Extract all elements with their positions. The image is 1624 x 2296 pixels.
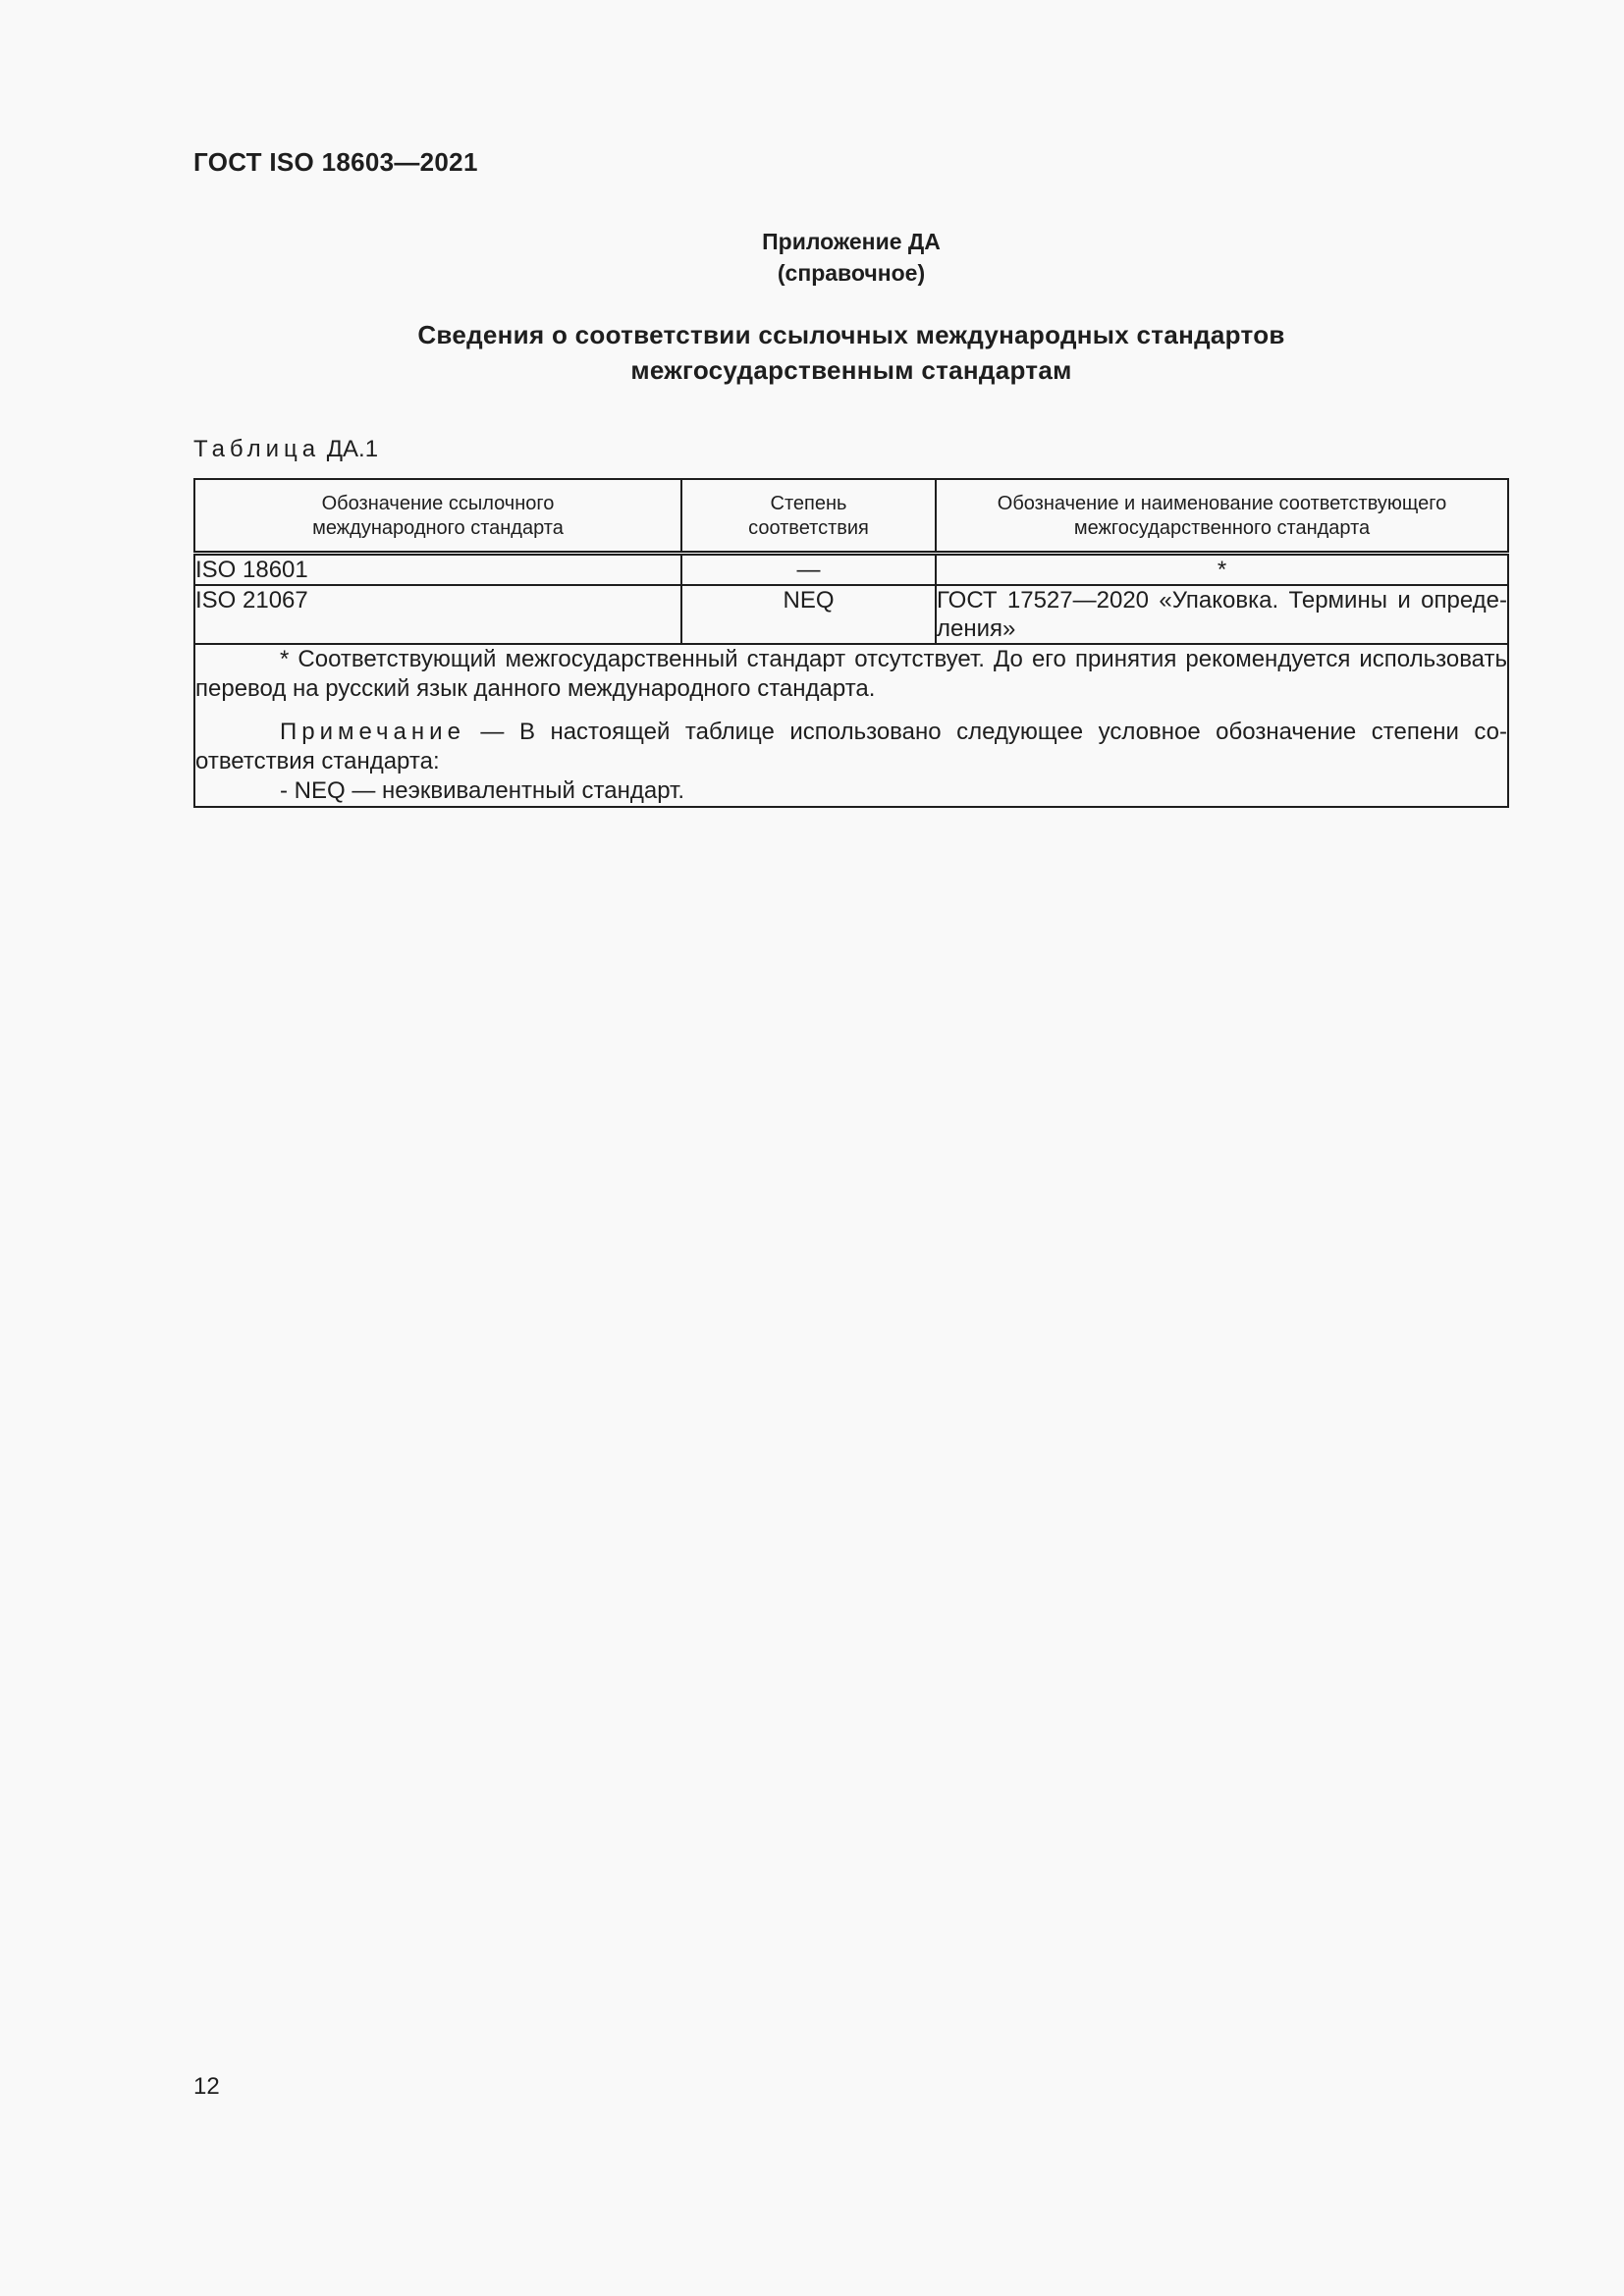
section-title-line1: Сведения о соответствии ссылочных международных стандартов (417, 320, 1285, 349)
cell-degree: — (681, 554, 936, 586)
cell-interstate: * (936, 554, 1508, 586)
correspondence-table (193, 478, 1509, 808)
table-notes-row (194, 644, 1508, 807)
header-col2-line1: Степень (770, 493, 847, 514)
note (195, 718, 1507, 776)
header-col3-line1: Обозначение и наименование соответствующего (997, 493, 1447, 514)
note-label: Примечание (280, 719, 465, 745)
annex-type: (справочное) (777, 260, 926, 286)
page-number: 12 (193, 2073, 220, 2100)
table-header-row (194, 479, 1508, 554)
header-col1-line2: международного стандарта (312, 517, 564, 539)
table-caption (193, 436, 378, 463)
note-text: — В настоящей таблице использовано следующее условное обозначение степени соответствия стандарта: (195, 719, 1507, 774)
table-row (194, 585, 1508, 644)
header-degree (681, 479, 936, 554)
note-item: - NEQ — неэквивалентный стандарт. (280, 777, 685, 804)
document-code: ГОСТ ISO 18603—2021 (193, 147, 478, 177)
header-col3-line2: межгосударственного стандарта (1073, 517, 1371, 539)
cell-interstate: ГОСТ 17527—2020 «Упаковка. Термины и определения» (937, 587, 1507, 642)
annex-heading (193, 226, 1509, 289)
header-col2-line2: соответствия (748, 517, 869, 539)
section-title (193, 317, 1509, 388)
cell-degree: NEQ (681, 585, 936, 644)
header-interstate-standard (936, 479, 1508, 554)
section-title-line2: межгосударственным стандартам (630, 355, 1072, 385)
header-international-standard (194, 479, 681, 554)
footnote: * Соответствующий межгосударственный стандарт отсутствует. До его принятия рекомендуется использовать перевод на русский язык данного международного стандарта. (195, 646, 1507, 702)
table-row (194, 554, 1508, 586)
cell-international: ISO 21067 (194, 585, 681, 644)
table-caption-number: ДА.1 (326, 436, 379, 462)
header-col1-line1: Обозначение ссылочного (321, 493, 555, 514)
table-caption-word: Таблица (193, 436, 321, 462)
annex-title: Приложение ДА (762, 229, 941, 254)
table-notes (194, 644, 1508, 807)
cell-international: ISO 18601 (194, 554, 681, 586)
